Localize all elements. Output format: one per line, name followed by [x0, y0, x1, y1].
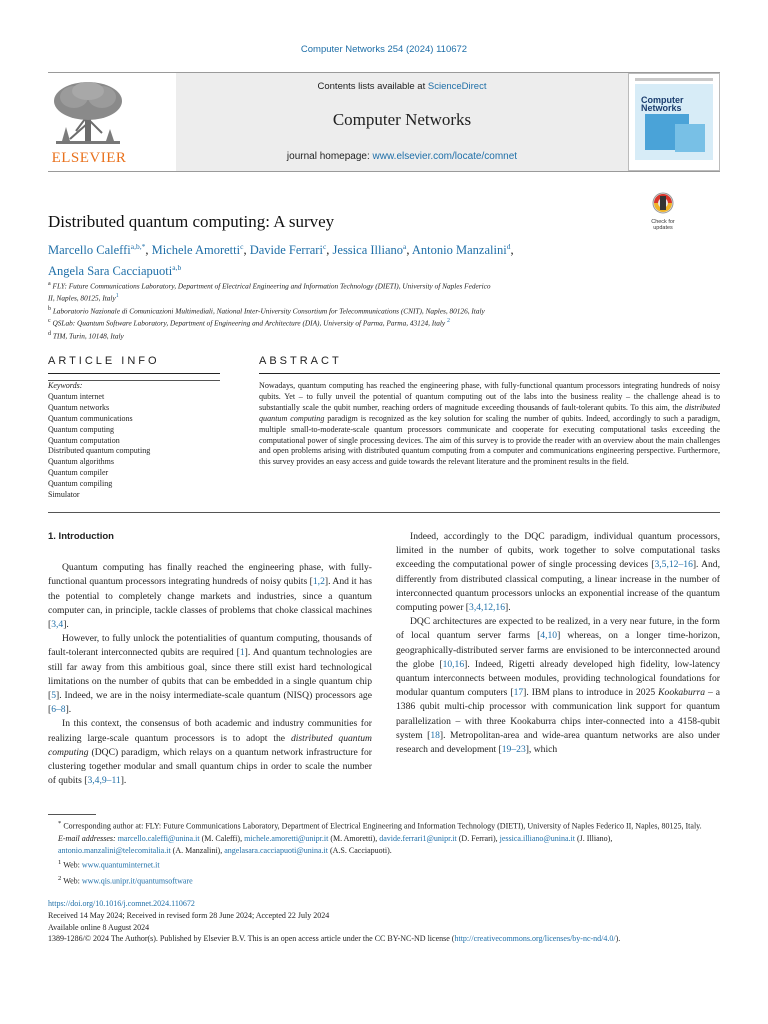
abstract-heading: ABSTRACT — [259, 355, 342, 367]
body-column-right — [396, 530, 720, 757]
affiliation-item: $^a$ FLY: Future Communications Laboratory, Department of Electrical Engineering and Information Technology (DIETI), University of Naples Federico II, Naples, 80125, Italy$^1$ — [48, 281, 491, 303]
journal-homepage-link[interactable]: www.elsevier.com/locate/comnet — [372, 151, 518, 162]
email-link[interactable]: jessica.illiano@unina.it — [499, 834, 575, 844]
crossmark-icon — [648, 192, 678, 214]
body-paragraph: In this context, the consensus of both academic and industry communities for realizing large-scale quantum processors is to adopt the distributed quantum computing (DQC) paradigm, which relays on a quantum network infrastructure for clustering together modular and small quantum chips in order to scale the number of qubits [3,4,9–11]. — [48, 718, 372, 787]
journal-name: Computer Networks — [332, 110, 472, 129]
citation-link[interactable]: 3,4,12,16 — [469, 602, 505, 614]
citation-link[interactable]: 10,16 — [442, 658, 465, 670]
keyword-item: Quantum compiler — [48, 468, 109, 478]
email-link[interactable]: davide.ferrari1@unipr.it — [379, 834, 457, 844]
abstract-text: Nowadays, quantum computing has reached the engineering phase, with fully-functional quantum processors integrating hundreds of noisy qubits. Yet – to fully unveil the potential of quantum computing out of the labs into the business reality – the challenge ahead is to substantially scale the qubit number, reaching orders of magnitude exceeding thousands of fault-tolerant qubits. To this aim, the distributed quantum computing paradigm is recognized as the key solution for scaling the number of qubits. Indeed, accordingly to such a paradigm, multiple small-to-moderate-scale quantum processors communicate and cooperate for executing computational tasks exceeding the computational power of single processing devices. The aim of this survey is to provide the reader with an overview about the main challenges and open problems arising with distributed quantum computing from a computer and communications engineering perspective. Furthermore, this survey provides an easy access and guide towards the relevant literature and the prominent results in the field. — [259, 381, 720, 467]
website-link[interactable]: www.qis.unipr.it/quantumsoftware — [81, 876, 193, 886]
doi-link[interactable]: https://doi.org/10.1016/j.comnet.2024.110672 — [48, 899, 195, 908]
affiliation-item: $^d$ TIM, Turin, 10148, Italy — [48, 330, 124, 341]
cover-block-secondary — [675, 124, 705, 152]
citation-link[interactable]: 3,5,12–16 — [654, 559, 693, 571]
email-addresses: E-mail addresses: marcello.caleffi@unina.it (M. Caleffi), michele.amoretti@unipr.it (M. Amoretti), davide.ferrari1@unipr.it (D. Ferrari), jessica.illiano@unina.it (J. Illiano), antonio.manzalini@telecomitalia.it (A. Manzalini), angelasara.cacciapuoti@unina.it (A.S. Cacciapuoti). — [58, 834, 613, 855]
section-heading: 1. Introduction — [48, 531, 114, 542]
homepage-line: journal homepage: www.elsevier.com/locate/comnet — [286, 151, 518, 162]
footnote-1: $^1$ Web: www.quantuminternet.it — [58, 859, 160, 871]
crossmark-label: Check for updates — [651, 219, 675, 231]
author-affiliation-mark[interactable]: a,b — [172, 263, 182, 273]
keyword-item: Quantum compiling — [48, 479, 113, 489]
affiliation-item: $^c$ QSLab: Quantum Software Laboratory, Department of Engineering and Architecture (DIA), University of Parma, Parma, 43124, Italy $^2$ — [48, 318, 450, 328]
keyword-item: Quantum computing — [48, 424, 114, 434]
keywords-list — [48, 381, 218, 501]
article-info-heading: ARTICLE INFO — [48, 355, 160, 367]
author-affiliation-mark[interactable]: a — [403, 242, 407, 251]
affiliation-item: $^b$ Laboratorio Nazionale di Comunicazioni Multimediali, National Inter-University Consortium for Telecommunications (CNIT), Naples, 80126, Italy — [48, 305, 485, 316]
article-title: Distributed quantum computing: A survey — [48, 212, 335, 231]
citation-link[interactable]: 17 — [513, 687, 524, 699]
keyword-item: Quantum computation — [48, 435, 120, 445]
author-affiliation-mark[interactable]: c — [240, 242, 244, 251]
keyword-item: Distributed quantum computing — [48, 446, 151, 456]
author-name[interactable]: Davide Ferrari — [249, 243, 323, 258]
sciencedirect-link[interactable]: ScienceDirect — [427, 81, 487, 92]
journal-masthead — [48, 72, 720, 172]
author-name[interactable]: Michele Amoretti — [151, 243, 241, 258]
keywords-label: Keywords: — [48, 381, 83, 390]
email-link[interactable]: marcello.caleffi@unina.it — [117, 834, 200, 844]
citation-link[interactable]: 1 — [239, 647, 245, 659]
divider — [259, 373, 720, 374]
author-name[interactable]: Jessica Illiano — [332, 243, 403, 258]
citation-link[interactable]: 6–8 — [51, 704, 66, 716]
citation-link[interactable]: 1,2 — [312, 576, 325, 588]
author-name[interactable]: Antonio Manzalini — [411, 243, 507, 258]
cover-title: Computer Networks — [641, 95, 684, 113]
footnote-2: $^2$ Web: www.qis.unipr.it/quantumsoftware — [58, 874, 193, 886]
cover-artwork — [635, 84, 713, 160]
cover-header-bar — [635, 78, 713, 81]
email-link[interactable]: michele.amoretti@unipr.it — [244, 834, 329, 844]
author-affiliation-mark[interactable]: a,b,* — [130, 242, 146, 251]
author-list: Marcello Caleffi$^{a,b,*}$, Michele Amoretti$^c$, Davide Ferrari$^c$, Jessica Illiano$^a$, Antonio Manzalini$^d$, Angela Sara Cacciapuoti$^{a,b}$ — [48, 242, 514, 279]
author-name[interactable]: Marcello Caleffi — [48, 243, 131, 258]
keyword-item: Simulator — [48, 490, 80, 500]
body-paragraph: However, to fully unlock the potentialities of quantum computing, thousands of fault-tolerant interconnected qubits are required [1]. And quantum technologies are still far away from this ambitious goal, since there still exist hard technological limitations on the number of qubits that can be embedded in a single quantum chip [5]. Indeed, we are in the noisy intermediate-scale quantum (NISQ) processors age [6–8]. — [48, 633, 373, 716]
footnote-link[interactable]: 2 — [446, 318, 450, 325]
elsevier-tree-icon — [48, 79, 128, 149]
author-affiliation-mark[interactable]: d — [506, 242, 511, 251]
citation-link[interactable]: 3,4,9–11 — [87, 775, 121, 787]
license-statement: 1389-1286/© 2024 The Author(s). Published by Elsevier B.V. This is an open access article under the CC BY-NC-ND license (http://creativecommons.org/licenses/by-nc-nd/4.0/). — [48, 934, 621, 944]
check-for-updates-badge[interactable] — [648, 192, 678, 231]
elsevier-logo[interactable] — [48, 79, 128, 167]
divider — [48, 373, 220, 374]
citation-link[interactable]: 3,4 — [51, 619, 64, 631]
body-paragraph: Indeed, accordingly to the DQC paradigm, individual quantum processors, limited in the number of qubits, work together to solve computational tasks exceeding the computational power of single processing devices [3,5,12–16]. And, differently from distributed classical computing, a linear increase in the number of interconnected quantum processors unlocks an exponential increase of the quantum computing power [3,4,12,16]. — [396, 531, 720, 614]
affiliation-list — [48, 279, 608, 341]
divider — [48, 380, 220, 381]
author-name[interactable]: Angela Sara Cacciapuoti — [48, 264, 173, 279]
corresponding-author-note: * Corresponding author at: FLY: Future Communications Laboratory, Department of Electrical Engineering and Information Technology (DIETI), University of Naples Federico II, Naples, 80125, Italy. — [58, 820, 702, 831]
email-link[interactable]: antonio.manzalini@telecomitalia.it — [58, 845, 171, 855]
body-column-left — [48, 530, 372, 788]
citation-link[interactable]: 18 — [430, 729, 440, 741]
divider — [48, 512, 720, 513]
contents-line: Contents lists available at ScienceDirect — [317, 81, 487, 92]
online-date: Available online 8 August 2024 — [48, 922, 150, 932]
keyword-item: Quantum communications — [48, 413, 133, 423]
keyword-item: Quantum internet — [48, 391, 105, 401]
publication-info — [48, 898, 720, 945]
journal-banner — [176, 73, 628, 171]
body-paragraph: DQC architectures are expected to be realized, in a very near future, in the form of local quantum server farms [4,10] whereas, on a longer time-horizon, geographically-distributed server farms are envisioned to be interconnected around the globe [10,16]. Indeed, Rigetti already developed high fidelity, low-latency quantum interconnects between modules, providing technological foundations for modular quantum computers [17]. IBM plans to introduce in 2025 Kookaburra – a 1386 qubit multi-chip processor with communication link support for quantum parallelization – with three Kookaburra chips inter-connected into a 4158-qubit system [18]. Metropolitan-area and wide-area quantum networks are also under research and development [19–23], which — [396, 616, 720, 756]
citation-link[interactable]: 5 — [51, 690, 56, 702]
footnotes — [48, 818, 720, 888]
elsevier-wordmark: ELSEVIER — [51, 150, 127, 166]
author-affiliation-mark[interactable]: c — [322, 242, 327, 251]
citation-link[interactable]: 19–23 — [501, 744, 526, 756]
license-link[interactable]: http://creativecommons.org/licenses/by-nc-nd/4.0/ — [454, 934, 616, 944]
footnote-divider — [48, 814, 96, 815]
footnote-link[interactable]: 1 — [115, 293, 119, 300]
journal-reference[interactable]: Computer Networks 254 (2024) 110672 — [300, 44, 468, 55]
body-paragraph: Quantum computing has finally reached the engineering phase, with fully-functional quantum processors integrating hundreds of noisy qubits [1,2]. And it has the potential to completely change markets and industries, since a quantum computer can, in principle, tackle classes of problems that choke classical machines [3,4]. — [48, 562, 372, 631]
keyword-item: Quantum networks — [48, 402, 110, 412]
email-link[interactable]: angelasara.cacciapuoti@unina.it — [224, 845, 328, 855]
journal-cover-thumbnail[interactable] — [628, 73, 720, 171]
citation-link[interactable]: 4,10 — [540, 630, 558, 642]
website-link[interactable]: www.quantuminternet.it — [81, 861, 160, 871]
keyword-item: Quantum algorithms — [48, 457, 114, 467]
received-dates: Received 14 May 2024; Received in revised form 28 June 2024; Accepted 22 July 2024 — [48, 910, 330, 920]
